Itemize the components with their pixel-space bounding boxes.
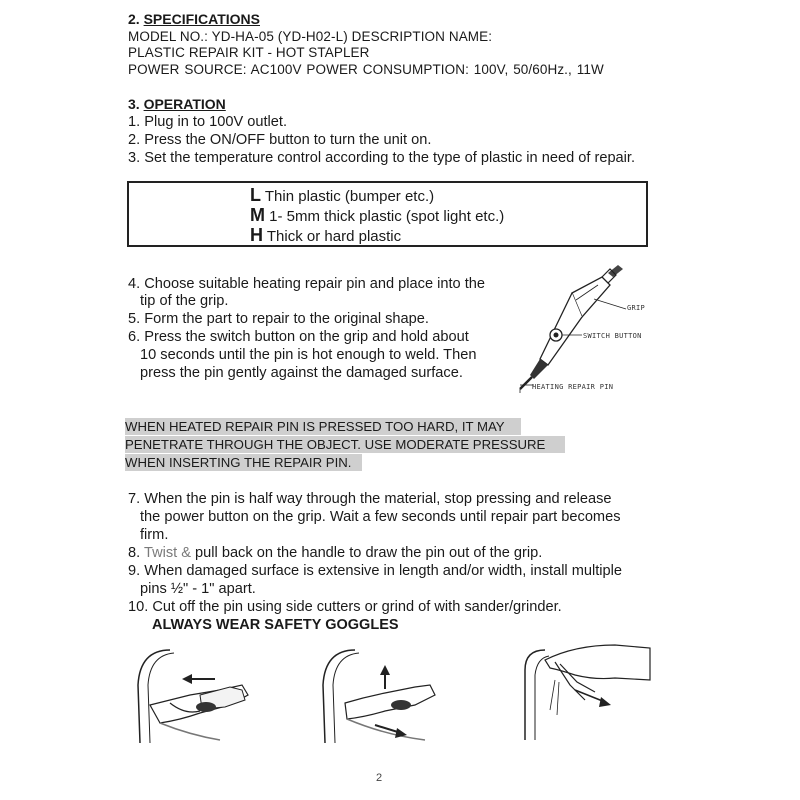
step-10: 10. Cut off the pin using side cutters or grind of with sander/grinder. — [128, 599, 562, 615]
step-9-cont: pins ½" - 1" apart. — [140, 581, 256, 597]
warning-line-3: WHEN INSERTING THE REPAIR PIN. — [125, 454, 362, 471]
grip-label: GRIP — [627, 304, 646, 312]
heating-repair-pin-label: HEATING REPAIR PIN — [532, 383, 614, 391]
step-6-cont-1: 10 seconds until the pin is hot enough to weld. Then — [140, 347, 477, 363]
repair-pin — [520, 377, 532, 389]
twist-pull-illustration — [315, 645, 465, 745]
warning-line-2: PENETRATE THROUGH THE OBJECT. USE MODERATE PRESSURE — [125, 436, 565, 453]
temp-setting-h: H Thick or hard plastic — [250, 225, 402, 245]
step-5: 5. Form the part to repair to the original shape. — [128, 311, 429, 327]
step-9: 9. When damaged surface is extensive in length and/or width, install multiple — [128, 563, 623, 579]
hot-stapler-diagram — [490, 255, 660, 395]
specifications-heading: 2. SPECIFICATIONS — [128, 11, 260, 27]
spec-description-line: PLASTIC REPAIR KIT - HOT STAPLER — [128, 45, 370, 60]
switch-button-label: SWITCH BUTTON — [583, 332, 642, 340]
page-number: 2 — [376, 772, 383, 784]
step-4: 4. Choose suitable heating repair pin and place into the — [128, 276, 485, 292]
insert-pin-illustration — [130, 645, 280, 745]
step-7-cont-1: the power button on the grip. Wait a few seconds until repair part becomes — [140, 509, 621, 525]
spec-model-line: MODEL NO.: YD-HA-05 (YD-H02-L) DESCRIPTION NAME: — [128, 29, 493, 44]
warning-line-1: WHEN HEATED REPAIR PIN IS PRESSED TOO HARD, IT MAY — [125, 418, 521, 435]
step-3: 3. Set the temperature control according to the type of plastic in need of repair. — [128, 150, 636, 166]
step-8: 8. Twist & pull back on the handle to draw the pin out of the grip. — [128, 545, 543, 561]
cut-pin-illustration — [515, 640, 655, 745]
temp-setting-l: L Thin plastic (bumper etc.) — [250, 185, 435, 205]
spec-power-line: POWER SOURCE: AC100V POWER CONSUMPTION: 100V, 50/60Hz., 11W — [128, 62, 604, 77]
safety-goggles-notice: ALWAYS WEAR SAFETY GOGGLES — [152, 617, 399, 633]
step-6-cont-2: press the pin gently against the damaged surface. — [140, 365, 463, 381]
step-4-cont: tip of the grip. — [140, 293, 229, 309]
step-1: 1. Plug in to 100V outlet. — [128, 114, 288, 130]
step-2: 2. Press the ON/OFF button to turn the unit on. — [128, 132, 432, 148]
temp-setting-m: M 1- 5mm thick plastic (spot light etc.) — [250, 205, 505, 225]
step-7-cont-2: firm. — [140, 527, 169, 543]
step-6: 6. Press the switch button on the grip and hold about — [128, 329, 469, 345]
operation-heading: 3. OPERATION — [128, 96, 226, 112]
step-7: 7. When the pin is half way through the material, stop pressing and release — [128, 491, 612, 507]
